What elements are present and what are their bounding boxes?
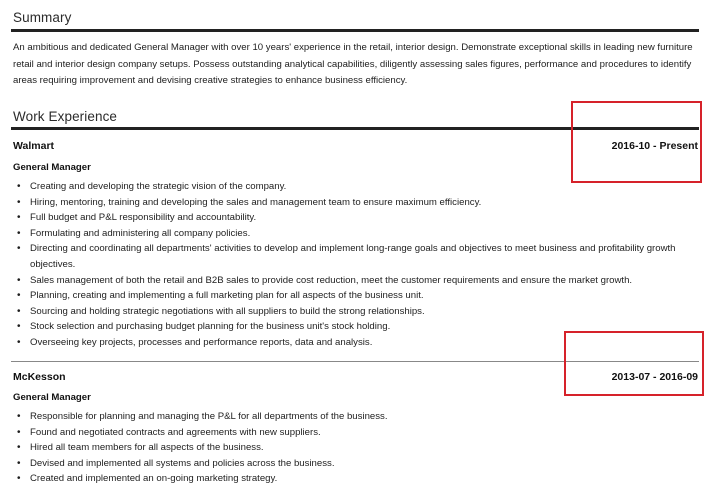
- list-item: • Devised and implemented all systems and policies across the business.: [13, 456, 703, 472]
- list-item: • Planning, creating and implementing a full marketing plan for all aspects of the business unit.: [13, 288, 703, 304]
- highlight-box-dates-walmart: [571, 101, 702, 183]
- list-item: • Overseeing key projects, processes and performance reports, data and analysis.: [13, 335, 703, 351]
- job-dates-mckesson: 2013-07 - 2016-09: [611, 371, 698, 383]
- job-dates-walmart: 2016-10 - Present: [611, 140, 698, 152]
- work-experience-heading: Work Experience: [13, 109, 118, 124]
- list-item: • Sourcing and holding strategic negotiations with all suppliers to build the strong relationships.: [13, 304, 703, 320]
- list-item: • Full budget and P&L responsibility and accountability.: [13, 210, 703, 226]
- list-item: • Formulating and administering all company policies.: [13, 226, 703, 242]
- job-company-mckesson: McKesson: [13, 371, 66, 383]
- job-title-walmart: General Manager: [13, 162, 91, 173]
- highlight-box-dates-mckesson: [564, 331, 704, 396]
- list-item: • Responsible for planning and managing the P&L for all departments of the business.: [13, 409, 703, 425]
- job-company-walmart: Walmart: [13, 140, 55, 152]
- list-item: • Hired all team members for all aspects of the business.: [13, 440, 703, 456]
- list-item: • Created and implemented an on-going marketing strategy.: [13, 471, 703, 487]
- list-item: • Found and negotiated contracts and agreements with new suppliers.: [13, 425, 703, 441]
- job-bullets-mckesson: [13, 409, 703, 487]
- job-title-mckesson: General Manager: [13, 392, 91, 403]
- summary-rule: [11, 29, 699, 32]
- summary-heading: Summary: [13, 10, 72, 25]
- list-item: • Creating and developing the strategic vision of the company.: [13, 179, 703, 195]
- list-item: • Directing and coordinating all departments' activities to develop and implement long-range goals and objectives to meet business and profitability growth objectives.: [13, 241, 703, 272]
- list-item: • Stock selection and purchasing budget planning for the business unit's stock holding.: [13, 319, 703, 335]
- job-bullets-walmart: [13, 179, 703, 351]
- list-item: • Hiring, mentoring, training and developing the sales and management team to ensure maximum efficiency.: [13, 195, 703, 211]
- list-item: • Sales management of both the retail and B2B sales to provide cost reduction, meet the customer requirements and ensure the market growth.: [13, 273, 703, 289]
- summary-text: An ambitious and dedicated General Manager with over 10 years' experience in the retail, interior design. Demonstrate exceptional skills in leading new furniture retail and interior design company setups. Possess outstanding analytical capabilities, diligently assessing sales figures, performance and procedures to identify areas requiring improvement and devising creative strategies to enhance business efficiency.: [13, 42, 693, 87]
